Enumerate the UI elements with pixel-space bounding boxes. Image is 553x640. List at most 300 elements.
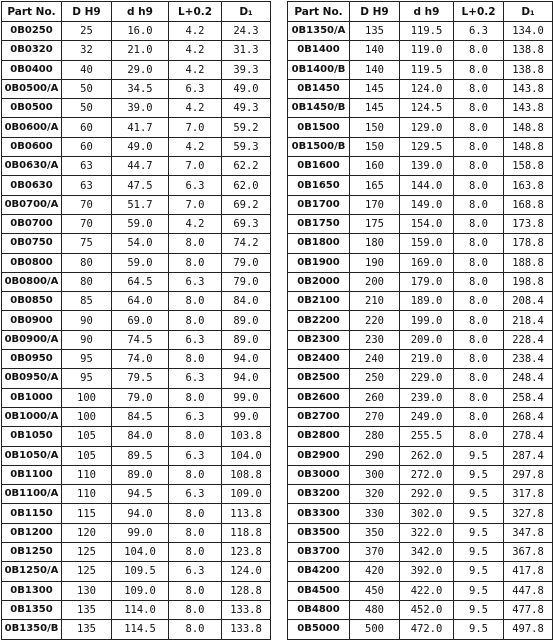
cell-d1: 103.8 — [222, 427, 271, 446]
cell-small-d-h9: 64.0 — [112, 292, 169, 311]
cell-l: 8.0 — [454, 292, 504, 311]
cell-small-d-h9: 54.0 — [112, 234, 169, 253]
cell-small-d-h9: 74.0 — [112, 350, 169, 369]
cell-l: 8.0 — [169, 543, 222, 562]
cell-small-d-h9: 149.0 — [400, 195, 454, 214]
cell-d1: 447.8 — [504, 581, 553, 600]
cell-small-d-h9: 322.0 — [400, 523, 454, 542]
table-row — [2, 388, 271, 407]
table-row — [288, 504, 553, 523]
cell-d1: 158.8 — [504, 157, 553, 176]
cell-d1: 143.8 — [504, 99, 553, 118]
cell-small-d-h9: 69.0 — [112, 311, 169, 330]
cell-part-no: 0B0630/A — [2, 157, 62, 176]
cell-part-no: 0B1250 — [2, 543, 62, 562]
cell-d1: 118.8 — [222, 523, 271, 542]
cell-l: 8.0 — [454, 253, 504, 272]
cell-d-h9: 135 — [350, 22, 400, 41]
cell-d-h9: 110 — [62, 465, 112, 484]
cell-d-h9: 165 — [350, 176, 400, 195]
cell-d1: 148.8 — [504, 137, 553, 156]
cell-small-d-h9: 94.5 — [112, 485, 169, 504]
cell-l: 4.2 — [169, 41, 222, 60]
cell-d1: 69.2 — [222, 195, 271, 214]
cell-part-no: 0B0500/A — [2, 79, 62, 98]
table-row — [2, 407, 271, 426]
cell-small-d-h9: 119.0 — [400, 41, 454, 60]
cell-small-d-h9: 84.5 — [112, 407, 169, 426]
cell-l: 7.0 — [169, 195, 222, 214]
table-row — [2, 350, 271, 369]
cell-l: 8.0 — [169, 620, 222, 639]
cell-l: 9.5 — [454, 523, 504, 542]
cell-d1: 31.3 — [222, 41, 271, 60]
cell-l: 8.0 — [169, 253, 222, 272]
cell-part-no: 0B1250/A — [2, 562, 62, 581]
table-row — [288, 427, 553, 446]
cell-part-no: 0B1100 — [2, 465, 62, 484]
cell-part-no: 0B0500 — [2, 99, 62, 118]
table-row — [2, 330, 271, 349]
cell-d-h9: 32 — [62, 41, 112, 60]
cell-part-no: 0B1450/B — [288, 99, 350, 118]
cell-d1: 39.3 — [222, 60, 271, 79]
cell-l: 8.0 — [169, 350, 222, 369]
header-small-d-h9: d h9 — [112, 2, 169, 22]
cell-part-no: 0B1450 — [288, 79, 350, 98]
table-row — [2, 292, 271, 311]
table-row — [2, 523, 271, 542]
header-d1: D₁ — [504, 2, 553, 22]
cell-part-no: 0B1800 — [288, 234, 350, 253]
cell-d-h9: 95 — [62, 350, 112, 369]
cell-d1: 188.8 — [504, 253, 553, 272]
cell-l: 8.0 — [169, 600, 222, 619]
cell-part-no: 0B0750 — [2, 234, 62, 253]
cell-part-no: 0B0600 — [2, 137, 62, 156]
table-row — [2, 504, 271, 523]
cell-d-h9: 200 — [350, 272, 400, 291]
cell-d-h9: 60 — [62, 137, 112, 156]
table-row — [288, 407, 553, 426]
cell-small-d-h9: 302.0 — [400, 504, 454, 523]
cell-d-h9: 230 — [350, 330, 400, 349]
cell-part-no: 0B0900/A — [2, 330, 62, 349]
cell-d1: 497.8 — [504, 620, 553, 639]
cell-small-d-h9: 229.0 — [400, 369, 454, 388]
cell-d-h9: 220 — [350, 311, 400, 330]
table-row — [2, 137, 271, 156]
cell-part-no: 0B1350/A — [288, 22, 350, 41]
table-row — [2, 253, 271, 272]
cell-d1: 133.8 — [222, 600, 271, 619]
cell-part-no: 0B0950 — [2, 350, 62, 369]
header-l-tolerance: L+0.2 — [454, 2, 504, 22]
cell-part-no: 0B1350/B — [2, 620, 62, 639]
cell-part-no: 0B2800 — [288, 427, 350, 446]
cell-d-h9: 135 — [62, 600, 112, 619]
table-row — [2, 427, 271, 446]
cell-small-d-h9: 74.5 — [112, 330, 169, 349]
table-row — [2, 311, 271, 330]
cell-d1: 104.0 — [222, 446, 271, 465]
table-row — [2, 369, 271, 388]
cell-d1: 74.2 — [222, 234, 271, 253]
cell-part-no: 0B4200 — [288, 562, 350, 581]
cell-small-d-h9: 114.0 — [112, 600, 169, 619]
cell-d-h9: 280 — [350, 427, 400, 446]
cell-l: 9.5 — [454, 581, 504, 600]
cell-l: 6.3 — [169, 176, 222, 195]
cell-l: 8.0 — [454, 407, 504, 426]
cell-d-h9: 105 — [62, 446, 112, 465]
cell-d-h9: 140 — [350, 60, 400, 79]
cell-d-h9: 120 — [62, 523, 112, 542]
cell-l: 8.0 — [454, 330, 504, 349]
cell-d1: 79.0 — [222, 253, 271, 272]
cell-d1: 89.0 — [222, 330, 271, 349]
cell-l: 7.0 — [169, 157, 222, 176]
table-row — [2, 176, 271, 195]
cell-d-h9: 240 — [350, 350, 400, 369]
cell-l: 8.0 — [454, 60, 504, 79]
cell-d1: 268.4 — [504, 407, 553, 426]
cell-d-h9: 480 — [350, 600, 400, 619]
cell-d-h9: 260 — [350, 388, 400, 407]
table-row — [2, 543, 271, 562]
cell-part-no: 0B0400 — [2, 60, 62, 79]
cell-d-h9: 100 — [62, 388, 112, 407]
cell-part-no: 0B2300 — [288, 330, 350, 349]
cell-small-d-h9: 34.5 — [112, 79, 169, 98]
cell-d-h9: 420 — [350, 562, 400, 581]
cell-l: 6.3 — [169, 562, 222, 581]
cell-l: 8.0 — [169, 388, 222, 407]
cell-part-no: 0B1400 — [288, 41, 350, 60]
header-d1: D₁ — [222, 2, 271, 22]
table-body-left — [2, 22, 271, 640]
cell-d-h9: 135 — [62, 620, 112, 639]
cell-d1: 168.8 — [504, 195, 553, 214]
cell-d1: 94.0 — [222, 369, 271, 388]
table-row — [288, 195, 553, 214]
table-row — [2, 446, 271, 465]
table-row — [288, 581, 553, 600]
cell-d1: 94.0 — [222, 350, 271, 369]
cell-d1: 59.2 — [222, 118, 271, 137]
cell-d1: 108.8 — [222, 465, 271, 484]
cell-l: 4.2 — [169, 137, 222, 156]
table-row — [288, 272, 553, 291]
table-row — [2, 195, 271, 214]
cell-part-no: 0B0320 — [2, 41, 62, 60]
cell-d-h9: 350 — [350, 523, 400, 542]
cell-d-h9: 150 — [350, 137, 400, 156]
cell-d1: 128.8 — [222, 581, 271, 600]
cell-part-no: 0B0900 — [2, 311, 62, 330]
cell-d1: 133.8 — [222, 620, 271, 639]
table-row — [2, 118, 271, 137]
cell-part-no: 0B2100 — [288, 292, 350, 311]
cell-small-d-h9: 144.0 — [400, 176, 454, 195]
cell-d-h9: 125 — [62, 562, 112, 581]
table-row — [288, 620, 553, 639]
cell-d-h9: 370 — [350, 543, 400, 562]
cell-part-no: 0B1350 — [2, 600, 62, 619]
table-row — [2, 79, 271, 98]
cell-small-d-h9: 209.0 — [400, 330, 454, 349]
cell-d1: 228.4 — [504, 330, 553, 349]
cell-small-d-h9: 21.0 — [112, 41, 169, 60]
cell-small-d-h9: 249.0 — [400, 407, 454, 426]
cell-d-h9: 145 — [350, 79, 400, 98]
cell-d1: 24.3 — [222, 22, 271, 41]
table-row — [288, 41, 553, 60]
cell-d1: 198.8 — [504, 272, 553, 291]
table-row — [288, 330, 553, 349]
header-part-no: Part No. — [288, 2, 350, 22]
cell-d1: 109.0 — [222, 485, 271, 504]
cell-d-h9: 145 — [350, 99, 400, 118]
table-row — [288, 22, 553, 41]
table-body-right — [288, 22, 553, 640]
cell-part-no: 0B1750 — [288, 214, 350, 233]
table-row — [2, 157, 271, 176]
cell-l: 8.0 — [454, 311, 504, 330]
table-row — [288, 369, 553, 388]
cell-d-h9: 250 — [350, 369, 400, 388]
table-row — [288, 60, 553, 79]
cell-d1: 138.8 — [504, 60, 553, 79]
cell-l: 8.0 — [454, 157, 504, 176]
cell-l: 8.0 — [454, 137, 504, 156]
table-row — [288, 118, 553, 137]
table-header-row — [288, 2, 553, 22]
cell-small-d-h9: 272.0 — [400, 465, 454, 484]
cell-small-d-h9: 29.0 — [112, 60, 169, 79]
cell-part-no: 0B4500 — [288, 581, 350, 600]
cell-part-no: 0B0800/A — [2, 272, 62, 291]
table-header-row — [2, 2, 271, 22]
cell-part-no: 0B2200 — [288, 311, 350, 330]
cell-small-d-h9: 219.0 — [400, 350, 454, 369]
cell-small-d-h9: 124.0 — [400, 79, 454, 98]
cell-d-h9: 330 — [350, 504, 400, 523]
cell-small-d-h9: 39.0 — [112, 99, 169, 118]
cell-d-h9: 100 — [62, 407, 112, 426]
header-l-tolerance: L+0.2 — [169, 2, 222, 22]
cell-l: 8.0 — [454, 388, 504, 407]
cell-l: 9.5 — [454, 562, 504, 581]
cell-small-d-h9: 94.0 — [112, 504, 169, 523]
cell-l: 8.0 — [169, 504, 222, 523]
table-row — [288, 523, 553, 542]
cell-part-no: 0B1100/A — [2, 485, 62, 504]
cell-l: 9.5 — [454, 446, 504, 465]
cell-d1: 287.4 — [504, 446, 553, 465]
cell-l: 8.0 — [454, 176, 504, 195]
cell-d-h9: 105 — [62, 427, 112, 446]
cell-d-h9: 63 — [62, 157, 112, 176]
cell-d1: 134.0 — [504, 22, 553, 41]
header-small-d-h9: d h9 — [400, 2, 454, 22]
cell-d1: 317.8 — [504, 485, 553, 504]
cell-part-no: 0B0250 — [2, 22, 62, 41]
cell-d1: 138.8 — [504, 41, 553, 60]
cell-d-h9: 25 — [62, 22, 112, 41]
table-row — [288, 157, 553, 176]
cell-small-d-h9: 89.0 — [112, 465, 169, 484]
cell-d1: 62.2 — [222, 157, 271, 176]
cell-small-d-h9: 124.5 — [400, 99, 454, 118]
cell-d1: 218.4 — [504, 311, 553, 330]
table-row — [2, 581, 271, 600]
cell-small-d-h9: 119.5 — [400, 22, 454, 41]
table-row — [288, 446, 553, 465]
cell-l: 6.3 — [169, 369, 222, 388]
cell-l: 9.5 — [454, 504, 504, 523]
cell-small-d-h9: 129.5 — [400, 137, 454, 156]
cell-d1: 123.8 — [222, 543, 271, 562]
table-row — [288, 543, 553, 562]
cell-small-d-h9: 189.0 — [400, 292, 454, 311]
cell-l: 8.0 — [454, 41, 504, 60]
cell-small-d-h9: 104.0 — [112, 543, 169, 562]
cell-small-d-h9: 422.0 — [400, 581, 454, 600]
header-d-h9: D H9 — [350, 2, 400, 22]
cell-d1: 143.8 — [504, 79, 553, 98]
cell-part-no: 0B2500 — [288, 369, 350, 388]
cell-d-h9: 95 — [62, 369, 112, 388]
cell-part-no: 0B1500 — [288, 118, 350, 137]
cell-small-d-h9: 59.0 — [112, 214, 169, 233]
dimension-table-left — [1, 1, 271, 640]
cell-d1: 477.8 — [504, 600, 553, 619]
table-row — [288, 465, 553, 484]
cell-d1: 347.8 — [504, 523, 553, 542]
cell-l: 6.3 — [169, 446, 222, 465]
cell-small-d-h9: 199.0 — [400, 311, 454, 330]
cell-part-no: 0B2400 — [288, 350, 350, 369]
cell-d1: 208.4 — [504, 292, 553, 311]
cell-d-h9: 500 — [350, 620, 400, 639]
cell-l: 8.0 — [169, 581, 222, 600]
cell-d-h9: 270 — [350, 407, 400, 426]
cell-d1: 238.4 — [504, 350, 553, 369]
cell-l: 8.0 — [169, 427, 222, 446]
table-row — [2, 562, 271, 581]
cell-l: 8.0 — [454, 79, 504, 98]
cell-part-no: 0B1050/A — [2, 446, 62, 465]
cell-d1: 148.8 — [504, 118, 553, 137]
cell-part-no: 0B0850 — [2, 292, 62, 311]
cell-d-h9: 320 — [350, 485, 400, 504]
cell-small-d-h9: 262.0 — [400, 446, 454, 465]
cell-l: 6.3 — [169, 407, 222, 426]
cell-l: 8.0 — [454, 195, 504, 214]
cell-l: 6.3 — [169, 272, 222, 291]
cell-d1: 248.4 — [504, 369, 553, 388]
cell-d-h9: 450 — [350, 581, 400, 600]
cell-part-no: 0B2900 — [288, 446, 350, 465]
cell-d-h9: 110 — [62, 485, 112, 504]
cell-part-no: 0B2700 — [288, 407, 350, 426]
cell-part-no: 0B0700/A — [2, 195, 62, 214]
cell-d1: 62.0 — [222, 176, 271, 195]
cell-l: 8.0 — [454, 118, 504, 137]
cell-small-d-h9: 47.5 — [112, 176, 169, 195]
cell-d1: 173.8 — [504, 214, 553, 233]
cell-d1: 113.8 — [222, 504, 271, 523]
cell-part-no: 0B1700 — [288, 195, 350, 214]
cell-small-d-h9: 119.5 — [400, 60, 454, 79]
cell-part-no: 0B1650 — [288, 176, 350, 195]
table-row — [288, 79, 553, 98]
cell-l: 8.0 — [169, 234, 222, 253]
cell-l: 4.2 — [169, 22, 222, 41]
cell-d1: 49.3 — [222, 99, 271, 118]
cell-d1: 84.0 — [222, 292, 271, 311]
cell-small-d-h9: 159.0 — [400, 234, 454, 253]
cell-part-no: 0B2000 — [288, 272, 350, 291]
table-row — [2, 600, 271, 619]
table-row — [288, 137, 553, 156]
cell-small-d-h9: 109.0 — [112, 581, 169, 600]
cell-small-d-h9: 179.0 — [400, 272, 454, 291]
cell-d-h9: 90 — [62, 330, 112, 349]
header-part-no: Part No. — [2, 2, 62, 22]
cell-l: 8.0 — [454, 350, 504, 369]
cell-part-no: 0B1000 — [2, 388, 62, 407]
cell-l: 9.5 — [454, 485, 504, 504]
table-row — [2, 485, 271, 504]
cell-part-no: 0B1000/A — [2, 407, 62, 426]
cell-d1: 278.4 — [504, 427, 553, 446]
cell-part-no: 0B0800 — [2, 253, 62, 272]
cell-small-d-h9: 44.7 — [112, 157, 169, 176]
table-row — [288, 388, 553, 407]
cell-l: 8.0 — [169, 523, 222, 542]
cell-part-no: 0B0950/A — [2, 369, 62, 388]
cell-small-d-h9: 292.0 — [400, 485, 454, 504]
table-row — [288, 214, 553, 233]
cell-l: 8.0 — [454, 272, 504, 291]
cell-part-no: 0B0630 — [2, 176, 62, 195]
cell-small-d-h9: 109.5 — [112, 562, 169, 581]
cell-d-h9: 70 — [62, 214, 112, 233]
cell-part-no: 0B1050 — [2, 427, 62, 446]
cell-l: 6.3 — [169, 485, 222, 504]
cell-d-h9: 130 — [62, 581, 112, 600]
cell-part-no: 0B0700 — [2, 214, 62, 233]
cell-small-d-h9: 89.5 — [112, 446, 169, 465]
table-row — [2, 41, 271, 60]
cell-d-h9: 115 — [62, 504, 112, 523]
table-row — [2, 272, 271, 291]
cell-d-h9: 90 — [62, 311, 112, 330]
table-row — [2, 214, 271, 233]
cell-part-no: 0B0600/A — [2, 118, 62, 137]
cell-part-no: 0B1400/B — [288, 60, 350, 79]
cell-small-d-h9: 79.5 — [112, 369, 169, 388]
cell-part-no: 0B2600 — [288, 388, 350, 407]
table-row — [288, 562, 553, 581]
cell-l: 7.0 — [169, 118, 222, 137]
cell-part-no: 0B1900 — [288, 253, 350, 272]
table-row — [288, 600, 553, 619]
cell-small-d-h9: 472.0 — [400, 620, 454, 639]
cell-d1: 99.0 — [222, 388, 271, 407]
